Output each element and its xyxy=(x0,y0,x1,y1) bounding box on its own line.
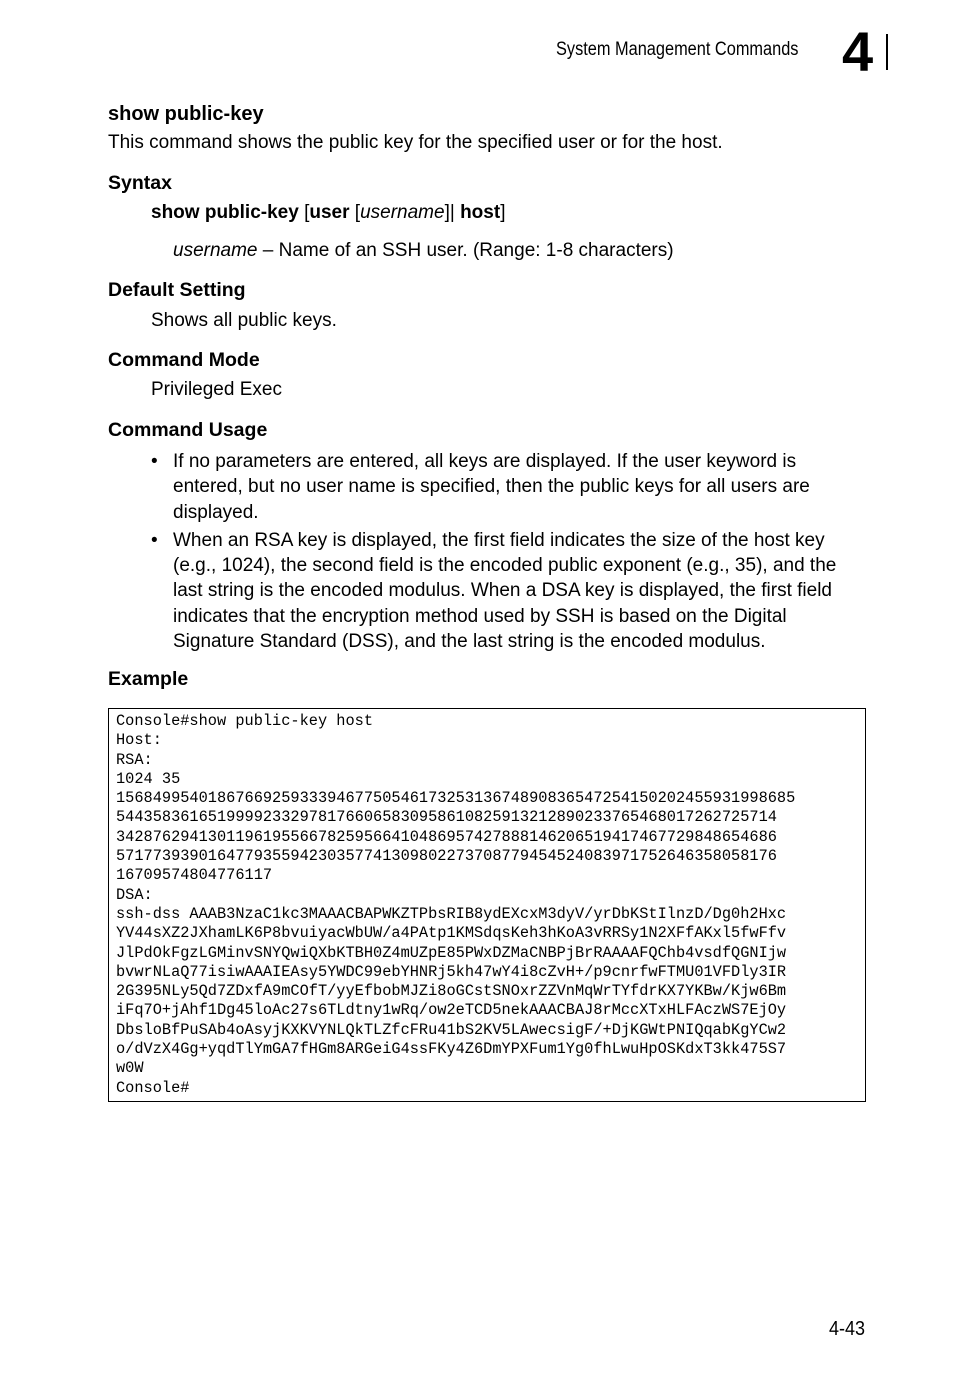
syntax-user-keyword: user xyxy=(309,202,350,223)
chapter-number: 4 xyxy=(842,20,874,83)
list-item xyxy=(151,449,871,525)
parameter-description xyxy=(173,240,674,262)
default-setting-text: Shows all public keys. xyxy=(151,310,337,331)
example-heading: Example xyxy=(108,668,189,690)
code-line: YV44sXZ2JXhamLK6P8bvuiyacWbUW/a4PAtp1KMSdqsKeh3hKoA3vRRSy1N2XFfAKxl5fwFfv xyxy=(116,924,787,943)
code-example-box xyxy=(108,708,866,1102)
parameter-name: username xyxy=(173,240,258,261)
code-line: w0W xyxy=(116,1059,144,1078)
syntax-close-bracket: ] xyxy=(500,202,506,223)
code-line: 15684995401867669259333946775054617325313674890836547254150202455931998685 xyxy=(116,789,796,808)
usage-item-text: When an RSA key is displayed, the first field indicates the size of the host key (e.g., 1024), the second field is the encoded public exponent (e.g., 35), and the last string is the encoded modulus. When a DSA key is displayed, the first field indicates that the encryption method used by SSH is based on the Digital Signature Standard (DSS), and the last string is the encoded modulus. xyxy=(173,529,837,653)
list-item xyxy=(151,528,871,654)
code-line: Console#show public-key host xyxy=(116,712,374,730)
command-mode-heading: Command Mode xyxy=(108,349,260,371)
bullet: • xyxy=(151,451,158,472)
default-setting-heading: Default Setting xyxy=(108,279,246,301)
code-line: 571773939016477935594230357741309802273708779454524083971752646358058176 xyxy=(116,847,777,866)
page-number: 4-43 xyxy=(829,1318,866,1340)
command-mode-text: Privileged Exec xyxy=(151,379,282,400)
syntax-inner-open-bracket: [ xyxy=(349,202,361,223)
code-line: Console# xyxy=(116,1078,190,1097)
code-line: 2G395NLy5Qd7ZDxfA9mCOfT/yyEfbobMJZi8oGCstSNOxrZZVnMqWrTYfdrKX7YKBw/Kjw6Bm xyxy=(116,982,787,1001)
code-lines xyxy=(116,712,795,1098)
code-line: DbsloBfPuSAb4oAsyjKXKVYNLQkTLZfcFRu41bS2KV5LAwecsigF/+DjKGWtPNIQqabKgYCw2 xyxy=(116,1020,787,1039)
running-header-title: System Management Commands xyxy=(556,39,799,60)
code-line: bvwrNLaQ77isiwAAAIEAsy5YWDC99ebYHNRj5kh47wY4i8cZvH+/p9cnrfwFTMU01VFDly3IR xyxy=(116,962,787,981)
code-line: 16709574804776117 xyxy=(116,866,273,885)
bullet: • xyxy=(151,529,158,551)
command-usage-list xyxy=(151,449,871,657)
command-title: show public-key xyxy=(108,103,264,125)
syntax-line xyxy=(151,202,505,224)
code-line: 1024 35 xyxy=(116,769,181,788)
command-description: This command shows the public key for the specified user or for the host. xyxy=(108,132,723,153)
code-line: o/dVzX4Gg+yqdTlYmGA7fHGm8ARGeiG4ssFKy4Z6DmYPXFum1Yg0fhLwuHpOSKdxT3kk475S7 xyxy=(116,1040,787,1059)
syntax-open-bracket: [ xyxy=(298,202,310,223)
usage-item-text: If no parameters are entered, all keys are displayed. If the user keyword is entered, but no user name is specified, then the public keys for all users are displayed. xyxy=(173,451,810,523)
syntax-username-param: username xyxy=(360,202,445,223)
code-line: JlPdOkFgzLGMinvSNYQwiQXbKTBH0Z4mUZpE85PWxDZMaCNBPjBrRAAAAFQChb4vsdfQGNIjw xyxy=(116,943,787,962)
command-usage-heading: Command Usage xyxy=(108,419,268,441)
code-line: ssh-dss AAAB3NzaC1kc3MAAACBAPWKZTPbsRIB8ydEXcxM3dyV/yrDbKStIlnzD/Dg0h2Hxc xyxy=(116,904,787,923)
code-line: 544358361651999923329781766065830958610825913212890233765468017262725714 xyxy=(116,808,777,827)
chapter-divider xyxy=(886,34,888,70)
code-line: Host: xyxy=(116,731,162,750)
syntax-inner-close-bracket: ]| xyxy=(444,202,461,223)
code-line: RSA: xyxy=(116,750,153,769)
syntax-heading: Syntax xyxy=(108,172,172,194)
code-line: iFq7O+jAhf1Dg45loAc27s6TLdtny1wRq/ow2eTCD5nekAAACBAJ8rMccXTxHLFAczWS7EjOy xyxy=(116,1001,787,1020)
parameter-text: – Name of an SSH user. (Range: 1-8 characters) xyxy=(257,240,674,261)
syntax-command: show public-key xyxy=(151,202,299,223)
syntax-host-keyword: host xyxy=(460,202,501,223)
code-line: DSA: xyxy=(116,885,153,904)
code-line: 342876294130119619556678259566410486957427888146206519417467729848654686 xyxy=(116,827,777,846)
